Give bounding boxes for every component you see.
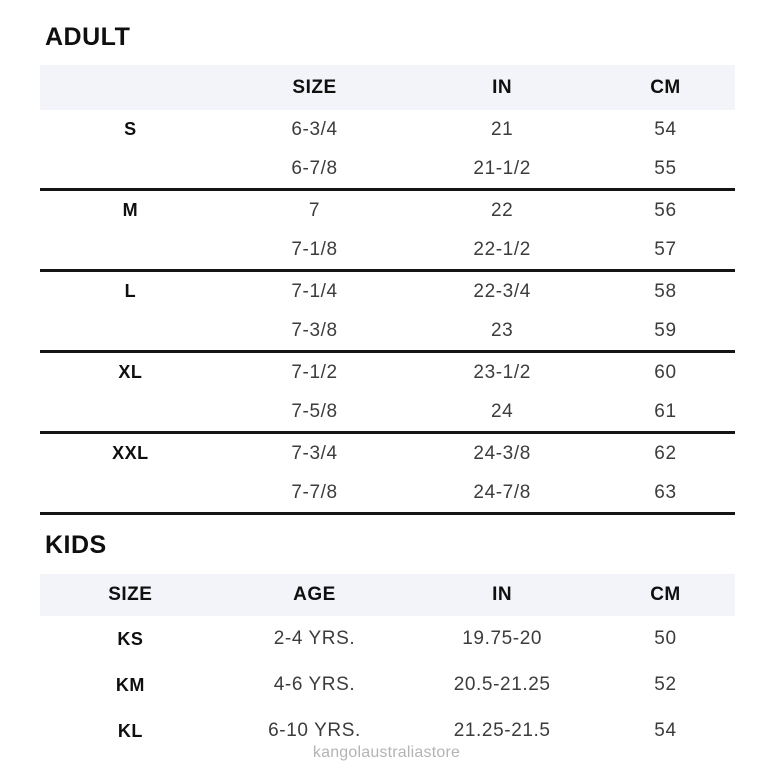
column-header-age: AGE bbox=[293, 584, 336, 605]
column-header-in: IN bbox=[492, 584, 513, 605]
size-value-cell: 7-1/4 bbox=[291, 280, 338, 302]
column-header-cm: CM bbox=[650, 76, 681, 98]
kids-section-title: KIDS bbox=[45, 531, 107, 559]
inches-cell: 22-3/4 bbox=[473, 280, 531, 302]
adult-size-table bbox=[40, 65, 735, 515]
inches-cell: 24-3/8 bbox=[473, 442, 531, 464]
size-label-cell: L bbox=[124, 281, 137, 301]
inches-cell: 23 bbox=[490, 319, 514, 341]
column-header-in: IN bbox=[492, 76, 513, 98]
size-value-cell: 6-3/4 bbox=[291, 118, 338, 140]
size-value-cell: 7 bbox=[308, 199, 321, 221]
age-cell: 2-4 YRS. bbox=[273, 628, 356, 649]
table-row bbox=[40, 311, 735, 350]
cm-cell: 63 bbox=[654, 481, 677, 503]
size-group-xl bbox=[40, 353, 735, 434]
cm-cell: 50 bbox=[654, 628, 677, 649]
table-row bbox=[40, 616, 735, 662]
size-label-cell: KS bbox=[117, 628, 144, 649]
table-row bbox=[40, 353, 735, 392]
cm-cell: 52 bbox=[654, 674, 677, 695]
table-row bbox=[40, 191, 735, 230]
size-label-cell: S bbox=[124, 119, 137, 139]
size-value-cell: 7-3/4 bbox=[291, 442, 338, 464]
table-row bbox=[40, 149, 735, 188]
cm-cell: 59 bbox=[654, 319, 677, 341]
inches-cell: 19.75-20 bbox=[462, 628, 543, 649]
adult-table-header-row bbox=[40, 65, 735, 110]
table-row bbox=[40, 392, 735, 431]
size-label-cell: M bbox=[122, 200, 139, 220]
inches-cell: 21-1/2 bbox=[473, 157, 531, 179]
size-label-cell: KL bbox=[117, 720, 143, 741]
age-cell: 6-10 YRS. bbox=[268, 720, 361, 741]
size-value-cell: 7-5/8 bbox=[291, 400, 338, 422]
cm-cell: 56 bbox=[654, 199, 677, 221]
column-header-size: SIZE bbox=[292, 76, 337, 98]
column-header-size: SIZE bbox=[108, 584, 153, 605]
column-header-cm: CM bbox=[650, 584, 681, 605]
table-row bbox=[40, 473, 735, 512]
cm-cell: 57 bbox=[654, 238, 677, 260]
age-cell: 4-6 YRS. bbox=[273, 674, 356, 695]
kids-size-table bbox=[40, 574, 735, 754]
size-group-s bbox=[40, 110, 735, 191]
table-row bbox=[40, 110, 735, 149]
inches-cell: 24 bbox=[490, 400, 514, 422]
cm-cell: 54 bbox=[654, 720, 677, 741]
inches-cell: 22 bbox=[490, 199, 514, 221]
size-value-cell: 7-7/8 bbox=[291, 481, 338, 503]
inches-cell: 20.5-21.25 bbox=[453, 674, 551, 695]
size-value-cell: 7-3/8 bbox=[291, 319, 338, 341]
table-row bbox=[40, 662, 735, 708]
cm-cell: 62 bbox=[654, 442, 677, 464]
cm-cell: 55 bbox=[654, 157, 677, 179]
kids-table-header-row bbox=[40, 574, 735, 616]
size-value-cell: 7-1/2 bbox=[291, 361, 338, 383]
table-row bbox=[40, 230, 735, 269]
store-watermark: kangolaustraliastore bbox=[312, 744, 461, 761]
inches-cell: 21 bbox=[490, 118, 514, 140]
inches-cell: 22-1/2 bbox=[473, 238, 531, 260]
size-value-cell: 6-7/8 bbox=[291, 157, 338, 179]
cm-cell: 60 bbox=[654, 361, 677, 383]
cm-cell: 61 bbox=[654, 400, 677, 422]
inches-cell: 23-1/2 bbox=[473, 361, 531, 383]
table-row bbox=[40, 272, 735, 311]
size-label-cell: KM bbox=[115, 674, 145, 695]
size-label-cell: XL bbox=[118, 362, 143, 382]
adult-section-title: ADULT bbox=[45, 23, 131, 51]
size-label-cell: XXL bbox=[112, 443, 149, 463]
inches-cell: 24-7/8 bbox=[473, 481, 531, 503]
size-group-m bbox=[40, 191, 735, 272]
size-group-xxl bbox=[40, 434, 735, 515]
size-chart-content bbox=[40, 0, 735, 754]
cm-cell: 54 bbox=[654, 118, 677, 140]
cm-cell: 58 bbox=[654, 280, 677, 302]
size-group-l bbox=[40, 272, 735, 353]
size-value-cell: 7-1/8 bbox=[291, 238, 338, 260]
inches-cell: 21.25-21.5 bbox=[453, 720, 551, 741]
table-row bbox=[40, 434, 735, 473]
